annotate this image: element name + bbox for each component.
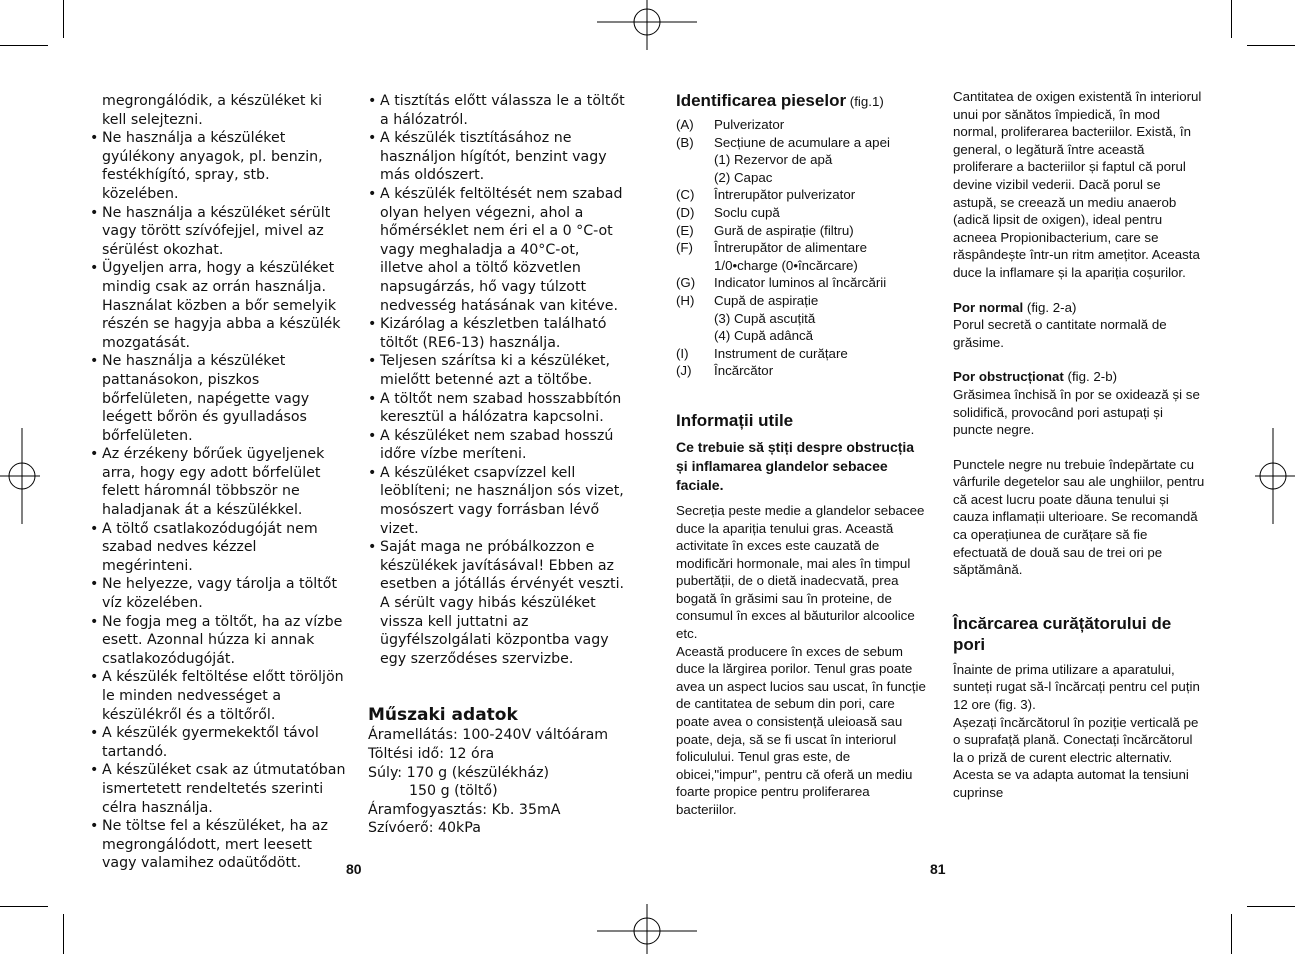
list-item: • A készüléket nem szabad hosszú időre vízbe meríteni. [368,427,626,464]
column-4 [953,88,1205,802]
part-key: (H) [676,292,695,308]
list-item: megrongálódik, a készüléket ki kell selejtezni. [102,93,323,128]
part-row [676,362,890,380]
part-row [676,239,890,257]
charging-paragraph: Așezați încărcătorul în poziție verticală pe o suprafață plană. Conectați încărcătorul la o priză de curent electric alternativ. Acesta se va adapta automat la tensiuni cuprinse [953,714,1199,800]
part-label: (1) Rezervor de apă [714,152,833,168]
charging-paragraph: Înainte de prima utilizare a aparatului, sunteți rugat să-l încărcați pentru cel puțin 12 ore (fig. 3). [953,661,1200,713]
list-item: • A készülék feltöltését nem szabad olyan helyen végezni, ahol a hőmérséklet nem éri el a 0 °C-ot vagy meghaladja a 40°C-ot, illetve ahol a töltő közvetlen napsugárzás, hő vagy túlzott nedvesség hatásának van kitéve. [368,185,626,315]
part-row [676,134,890,152]
part-label: Întrerupător pulverizator [714,187,856,203]
safety-list [90,92,350,873]
part-label: (3) Cupă ascuțită [714,310,816,326]
oxygen-paragraph: Cantitatea de oxigen existentă în interiorul unui por sănătos împiedică, în mod normal, proliferarea bacteriilor. Există, în general, o legătură între această proliferare a bacteriilor și faptul că porul devine vizibil vederii. Dacă porul se astupă, se creează un mediu anaerob (adică lipsit de oxigen), ideal pentru acneea Propionibacterium, care se răspândește într-un ritm amețitor. Aceasta duce la inflamare și la apariția coșurilor. [953,89,1202,280]
crop-mark [1247,906,1295,907]
part-row [676,186,890,204]
part-key: (I) [676,345,689,361]
part-key: (B) [676,134,694,150]
list-item: • Teljesen szárítsa ki a készüléket, mielőtt betenné azt a töltőbe. [368,352,626,389]
tech-line: Áramellátás: 100-240V váltóáram [368,727,609,744]
obstructed-pore-title [953,368,1205,386]
column-1 [90,92,350,873]
registration-mark [597,0,697,50]
crop-mark [0,45,48,46]
list-item: • Ne használja a készüléket pattanásokon, piszkos bőrfelületen, napégette vagy leégett bőrön és gyulladásos bőrfelületen. [90,352,350,445]
list-item: • A töltőt nem szabad hosszabbítón keresztül a hálózatra kapcsolni. [368,390,626,427]
info-paragraph: Secreția peste medie a glandelor sebacee duce la apariția tenului gras. Această activitate în exces este cauzată de modificări hormonale, mai ales în timpul pubertății, de o dietă inadecvată, prea bogată în grăsimi sau în proteine, de consumul în exces al băuturilor alcoolice etc. [676,502,925,642]
part-key [676,327,714,345]
list-item: • Ne töltse fel a készüléket, ha az megrongálódott, mert leesett vagy valamihez odaütődött. [90,817,350,873]
page-number: 80 [346,861,362,877]
part-row [676,204,890,222]
part-label: (2) Capac [714,169,773,185]
list-item: • A tisztítás előtt válassza le a töltőt a hálózatról. [368,92,626,129]
list-item: • Ne használja a készüléket gyúlékony anyagok, pl. benzin, festékhígító, spray, stb. közelében. [90,129,350,203]
part-key: (G) [676,275,696,291]
normal-pore-label: Por normal [953,299,1024,315]
normal-pore-text: Porul secretă o cantitate normală de grăsime. [953,317,1167,350]
part-row [676,151,890,169]
part-row [676,222,890,240]
safety-list [368,92,626,668]
part-key: (C) [676,187,695,203]
obstructed-pore-label: Por obstrucționat [953,369,1064,385]
list-item: • A készülék tisztításához ne használjon hígítót, benzint vagy más oldószert. [368,129,626,185]
column-3 [676,90,926,819]
info-subheading: Ce trebuie să știți despre obstrucția și inflamarea glandelor sebacee faciale. [676,438,915,493]
list-item: • Ne fogja meg a töltőt, ha az vízbe esett. Azonnal húzza ki annak csatlakozódugóját. [90,613,350,669]
part-label: Gură de aspirație (filtru) [714,222,854,238]
part-row [676,274,890,292]
list-item: • A készüléket csapvízzel kell leöblíteni; ne használjon sós vizet, mosószert vagy forrásban lévő vizet. [368,464,626,538]
normal-pore-fig-ref: (fig. 2-a) [1026,299,1077,315]
crop-mark [1231,914,1232,954]
part-label: 1/0•charge (0•încărcare) [714,257,858,273]
normal-pore-title [953,299,1205,317]
tech-data-heading: Műszaki adatok [368,705,518,726]
part-row [676,257,890,275]
part-key: (F) [676,240,693,256]
part-row [676,116,890,134]
part-label: (4) Cupă adâncă [714,328,814,344]
part-key [676,310,714,328]
parts-fig-ref: (fig.1) [849,94,884,109]
charging-heading: Încărcarea curățătorului de pori [953,613,1172,654]
part-label: Secțiune de acumulare a apei [714,134,890,150]
part-label: Încărcător [714,363,774,379]
page-number: 81 [930,861,946,877]
part-label: Instrument de curățare [714,345,848,361]
list-item: • A készüléket csak az útmutatóban ismertetett rendeltetés szerinti célra használja. [90,761,350,817]
tech-line: Töltési idő: 12 óra [368,746,495,762]
part-row [676,310,890,328]
crop-mark [0,906,48,907]
part-key: (A) [676,117,694,132]
registration-mark [1255,428,1295,524]
crop-mark [63,914,64,954]
registration-mark [0,428,40,524]
list-item: • Ne használja a készüléket sérült vagy törött szívófejjel, mivel az sérülést okozhat. [90,204,350,260]
tech-line: Szívóerő: 40kPa [368,820,481,837]
parts-title: Identificarea pieselor [676,91,847,110]
tech-line: Súly: 170 g (készülékház) [368,764,550,781]
obstructed-pore-fig-ref: (fig. 2-b) [1067,369,1118,385]
part-label: Indicator luminos al încărcării [714,275,887,291]
list-item: • A készülék feltöltése előtt töröljön le minden nedvességet a készülékről és a töltőről. [90,668,350,724]
part-key [676,151,714,169]
parts-heading [676,90,926,112]
crop-mark [1247,45,1295,46]
list-item: • A készülék gyermekektől távol tartandó. [90,724,350,761]
part-row [676,327,890,345]
column-2 [368,92,626,838]
parts-list [676,116,890,380]
info-heading: Informații utile [676,410,794,430]
crop-mark [1231,0,1232,38]
list-item: • Az érzékeny bőrűek ügyeljenek arra, hogy egy adott bőrfelület felett háromnál többször ne haladjanak át a készülékkel. [90,445,350,519]
crop-mark [63,0,64,38]
part-label: Întrerupător de alimentare [714,240,867,256]
part-key [676,169,714,187]
list-item: • A töltő csatlakozódugóját nem szabad nedves kézzel megérinteni. [90,520,350,576]
tech-line: Áramfogyasztás: Kb. 35mA [368,801,561,818]
list-item: • Ügyeljen arra, hogy a készüléket mindig csak az orrán használja. Használat közben a bőr semelyik részén se hagyja abba a készülék mozgatását. [90,259,350,352]
info-paragraph: Această producere în exces de sebum duce la lărgirea porilor. Tenul gras poate avea un aspect lucios sau uscat, în funcție de cantitatea de sebum din pori, care poate avea o consistență uleioasă sau poate, deja, să se fi uscat în interiorul foliculului. Tenul gras este, de obicei,"impur", pentru că oferă un mediu foarte propice pentru proliferarea bacteriilor. [676,643,926,817]
part-label: Cupă de aspirație [714,292,819,308]
part-label: Soclu cupă [714,204,780,220]
part-key: (J) [676,363,692,379]
list-item: • Saját maga ne próbálkozzon e készülékek javításával! Ebben az esetben a jótállás érvényét veszti. A sérült vagy hibás készüléket vissza kell juttatni az ügyfélszolgálati központba vagy egy szerződéses szervizbe. [368,538,626,668]
part-key: (E) [676,222,694,238]
part-row [676,345,890,363]
part-row [676,292,890,310]
list-item: • Kizárólag a készletben található töltőt (RE6-13) használja. [368,315,626,352]
registration-mark [597,904,697,954]
part-key [676,257,714,275]
list-item: • Ne helyezze, vagy tárolja a töltőt víz közelében. [90,575,350,612]
obstructed-pore-text: Grăsimea închisă în por se oxidează și se solidifică, provocând pori astupați și puncte negre. [953,386,1200,438]
part-row [676,169,890,187]
part-key: (D) [676,204,695,220]
blackheads-paragraph: Punctele negre nu trebuie îndepărtate cu vârfurile degetelor sau ale unghiilor, pentru că acest lucru poate dăuna tenului și cauza inflamații ulterioare. Se recomandă ca operațiunea de curățare să fie efectuată de două sau de trei ori pe săptămână. [953,456,1205,578]
tech-line: 150 g (töltő) [409,783,498,800]
part-label: Pulverizator [714,117,785,132]
tech-data-list [368,726,626,838]
